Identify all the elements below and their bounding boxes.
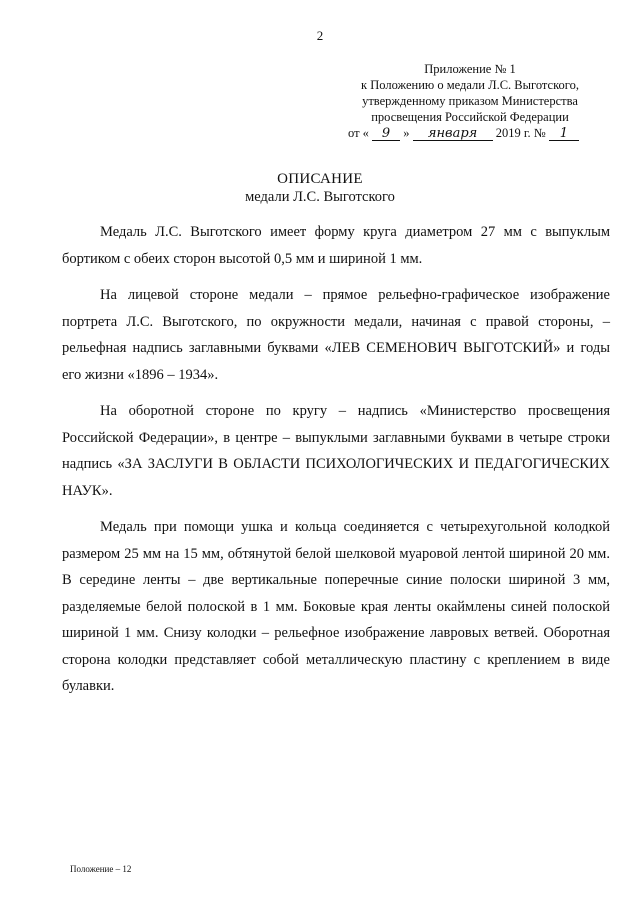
date-mid: » <box>403 126 410 140</box>
annex-date-line <box>330 125 610 141</box>
handwritten-day: 9 <box>372 127 400 141</box>
annex-reference: к Положению о медали Л.С. Выготского, <box>361 78 579 92</box>
annex-order: утвержденному приказом Министерства <box>362 94 578 108</box>
document-title <box>0 170 640 206</box>
date-year: 2019 г. № <box>495 126 546 140</box>
footer-note: Положение – 12 <box>70 864 132 874</box>
document-body <box>62 219 610 710</box>
paragraph-obverse: На лицевой стороне медали – прямое рельефно-графическое изображение портрета Л.С. Выготского, по окружности медали, начиная с правой стороны, – рельефная надпись заглавными буквами «ЛЕВ СЕМЕНОВИЧ ВЫГОТСКИЙ» и годы его жизни «1896 – 1934». <box>62 287 610 383</box>
handwritten-month: января <box>413 127 493 141</box>
title-main: ОПИСАНИЕ <box>277 171 363 187</box>
paragraph-form: Медаль Л.С. Выготского имеет форму круга диаметром 27 мм с выпуклым бортиком с обеих сторон высотой 0,5 мм и шириной 1 мм. <box>62 224 610 267</box>
page-number: 2 <box>316 28 324 43</box>
annex-ministry: просвещения Российской Федерации <box>371 110 569 124</box>
date-prefix: от « <box>348 126 369 140</box>
title-sub: медали Л.С. Выготского <box>245 189 395 205</box>
paragraph-reverse: На оборотной стороне по кругу – надпись «Министерство просвещения Российской Федерации», в центре – выпуклыми заглавными буквами в четыре строки надпись «ЗА ЗАСЛУГИ В ОБЛАСТИ ПСИХОЛОГИЧЕСКИХ И ПЕДАГОГИЧЕСКИХ НАУК». <box>62 403 610 499</box>
paragraph-ribbon: Медаль при помощи ушка и кольца соединяется с четырехугольной колодкой размером 25 мм на 15 мм, обтянутой белой шелковой муаровой лентой шириной 20 мм. В середине ленты – две вертикальные поперечные синие полоски шириной 3 мм, разделяемые белой полоской в 1 мм. Боковые края ленты окаймлены синей полоской шириной 1 мм. Снизу колодки – рельефное изображение лавровых ветвей. Оборотная сторона колодки представляет собой металлическую пластину с креплением в виде булавки. <box>62 519 610 694</box>
annex-title: Приложение № 1 <box>424 62 516 76</box>
annex-header <box>330 61 610 141</box>
handwritten-number: 1 <box>549 127 579 141</box>
